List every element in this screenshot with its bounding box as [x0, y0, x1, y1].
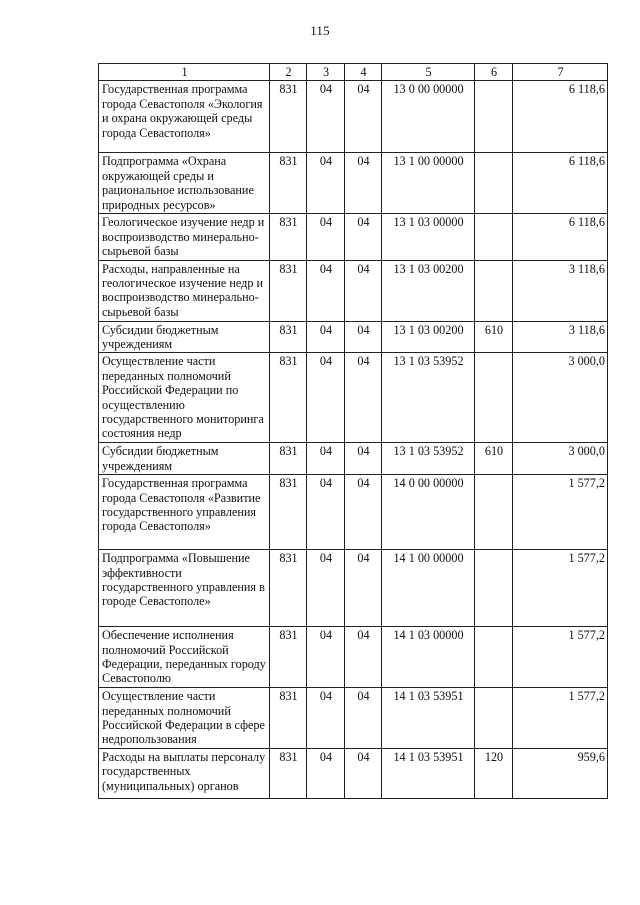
subsection-code-cell: 04 [345, 353, 382, 443]
amount-cell: 1 577,2 [513, 475, 608, 550]
expense-type-cell [475, 81, 513, 153]
expense-type-cell [475, 353, 513, 443]
target-article-cell: 13 0 00 00000 [382, 81, 475, 153]
row-name-cell: Субсидии бюджетным учреждениям [99, 321, 270, 353]
amount-cell: 3 000,0 [513, 353, 608, 443]
table-row [99, 153, 608, 214]
target-article-cell: 13 1 03 53952 [382, 443, 475, 475]
amount-cell: 959,6 [513, 748, 608, 798]
target-article-cell: 14 0 00 00000 [382, 475, 475, 550]
column-header-6: 6 [475, 64, 513, 81]
amount-cell: 3 118,6 [513, 321, 608, 353]
target-article-cell: 14 1 03 53951 [382, 688, 475, 749]
subsection-code-cell: 04 [345, 475, 382, 550]
subsection-code-cell: 04 [345, 260, 382, 321]
row-name-cell: Осуществление части переданных полномочий Российской Федерации в сфере недропользования [99, 688, 270, 749]
target-article-cell: 13 1 03 53952 [382, 353, 475, 443]
row-name-cell: Расходы, направленные на геологическое изучение недр и воспроизводство минерально-сырьевой базы [99, 260, 270, 321]
amount-cell: 3 118,6 [513, 260, 608, 321]
target-article-cell: 14 1 03 00000 [382, 627, 475, 688]
table-row [99, 214, 608, 260]
expense-type-cell [475, 475, 513, 550]
row-name-cell: Субсидии бюджетным учреждениям [99, 443, 270, 475]
gr-code-cell: 831 [270, 550, 307, 627]
expense-type-cell [475, 627, 513, 688]
subsection-code-cell: 04 [345, 81, 382, 153]
amount-cell: 1 577,2 [513, 627, 608, 688]
table-row [99, 627, 608, 688]
table-body [99, 81, 608, 798]
table-row [99, 443, 608, 475]
section-code-cell: 04 [307, 748, 345, 798]
column-header-5: 5 [382, 64, 475, 81]
table-row [99, 550, 608, 627]
section-code-cell: 04 [307, 214, 345, 260]
section-code-cell: 04 [307, 153, 345, 214]
table-row [99, 475, 608, 550]
column-header-7: 7 [513, 64, 608, 81]
gr-code-cell: 831 [270, 353, 307, 443]
target-article-cell: 14 1 03 53951 [382, 748, 475, 798]
row-name-cell: Государственная программа города Севастополя «Развитие государственного управления города Севастополя» [99, 475, 270, 550]
row-name-cell: Государственная программа города Севастополя «Экология и охрана окружающей среды города Севастополя» [99, 81, 270, 153]
budget-table [98, 63, 608, 799]
subsection-code-cell: 04 [345, 153, 382, 214]
row-name-cell: Подпрограмма «Охрана окружающей среды и рациональное использование природных ресурсов» [99, 153, 270, 214]
gr-code-cell: 831 [270, 321, 307, 353]
row-name-cell: Геологическое изучение недр и воспроизводство минерально-сырьевой базы [99, 214, 270, 260]
column-header-2: 2 [270, 64, 307, 81]
table-row [99, 81, 608, 153]
target-article-cell: 13 1 00 00000 [382, 153, 475, 214]
section-code-cell: 04 [307, 688, 345, 749]
gr-code-cell: 831 [270, 475, 307, 550]
row-name-cell: Расходы на выплаты персоналу государственных (муниципальных) органов [99, 748, 270, 798]
gr-code-cell: 831 [270, 627, 307, 688]
table-row [99, 688, 608, 749]
section-code-cell: 04 [307, 627, 345, 688]
section-code-cell: 04 [307, 81, 345, 153]
row-name-cell: Осуществление части переданных полномочий Российской Федерации по осуществлению государственного мониторинга состояния недр [99, 353, 270, 443]
amount-cell: 3 000,0 [513, 443, 608, 475]
gr-code-cell: 831 [270, 214, 307, 260]
expense-type-cell [475, 260, 513, 321]
expense-type-cell [475, 214, 513, 260]
gr-code-cell: 831 [270, 688, 307, 749]
row-name-cell: Подпрограмма «Повышение эффективности государственного управления в городе Севастополе» [99, 550, 270, 627]
expense-type-cell: 120 [475, 748, 513, 798]
subsection-code-cell: 04 [345, 214, 382, 260]
subsection-code-cell: 04 [345, 443, 382, 475]
gr-code-cell: 831 [270, 748, 307, 798]
table-header-row [99, 64, 608, 81]
table-row [99, 260, 608, 321]
amount-cell: 6 118,6 [513, 153, 608, 214]
section-code-cell: 04 [307, 443, 345, 475]
table-row [99, 353, 608, 443]
target-article-cell: 13 1 03 00200 [382, 321, 475, 353]
column-header-3: 3 [307, 64, 345, 81]
gr-code-cell: 831 [270, 81, 307, 153]
target-article-cell: 14 1 00 00000 [382, 550, 475, 627]
subsection-code-cell: 04 [345, 627, 382, 688]
section-code-cell: 04 [307, 353, 345, 443]
subsection-code-cell: 04 [345, 550, 382, 627]
expense-type-cell: 610 [475, 443, 513, 475]
gr-code-cell: 831 [270, 153, 307, 214]
column-header-1: 1 [99, 64, 270, 81]
table-row [99, 321, 608, 353]
amount-cell: 6 118,6 [513, 81, 608, 153]
section-code-cell: 04 [307, 321, 345, 353]
section-code-cell: 04 [307, 475, 345, 550]
gr-code-cell: 831 [270, 260, 307, 321]
subsection-code-cell: 04 [345, 688, 382, 749]
section-code-cell: 04 [307, 550, 345, 627]
amount-cell: 1 577,2 [513, 688, 608, 749]
gr-code-cell: 831 [270, 443, 307, 475]
table-row [99, 748, 608, 798]
subsection-code-cell: 04 [345, 748, 382, 798]
amount-cell: 6 118,6 [513, 214, 608, 260]
expense-type-cell [475, 688, 513, 749]
expense-type-cell [475, 153, 513, 214]
column-header-4: 4 [345, 64, 382, 81]
target-article-cell: 13 1 03 00000 [382, 214, 475, 260]
section-code-cell: 04 [307, 260, 345, 321]
amount-cell: 1 577,2 [513, 550, 608, 627]
page-number: 115 [310, 23, 330, 38]
subsection-code-cell: 04 [345, 321, 382, 353]
expense-type-cell [475, 550, 513, 627]
target-article-cell: 13 1 03 00200 [382, 260, 475, 321]
expense-type-cell: 610 [475, 321, 513, 353]
row-name-cell: Обеспечение исполнения полномочий Российской Федерации, переданных городу Севастополю [99, 627, 270, 688]
